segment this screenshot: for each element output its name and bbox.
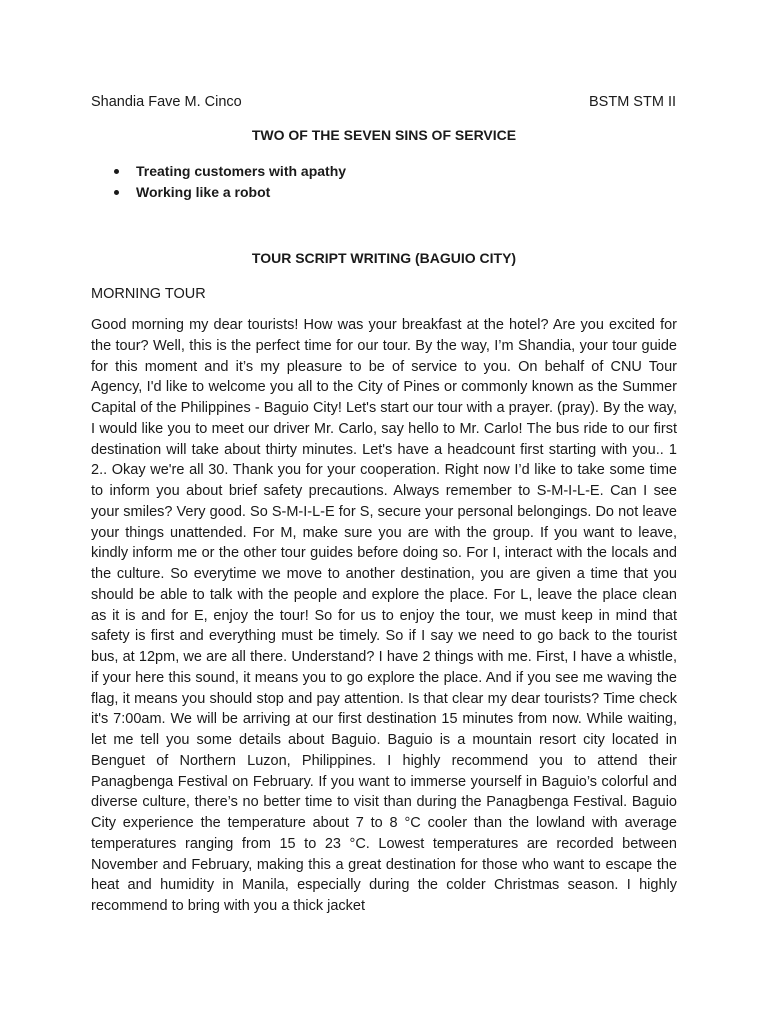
tour-script-body: Good morning my dear tourists! How was your breakfast at the hotel? Are you excited for the tour? Well, this is the perfect time for our tour. By the way, I’m Shandia, your tour guide for this moment and it’s my pleasure to be of service to you. On behalf of CNU Tour Agency, I'd like to welcome you all to the City of Pines or commonly known as the Summer Capital of the Philippines - Baguio City! Let's start our tour with a prayer. (pray). By the way, I would like you to meet our driver Mr. Carlo, say hello to Mr. Carlo! The bus ride to our first destination will take about thirty minutes. Let's have a headcount first starting with you.. 1 2.. Okay we're all 30. Thank you for your cooperation. Right now I’d like to take some time to inform you about brief safety precautions. Always remember to S-M-I-L-E. Can I see your smiles? Very good. So S-M-I-L-E for S, secure your personal belongings. Do not leave your things unattended. For M, make sure you are with the group. If you want to leave, kindly inform me or the other tour guides before doing so. For I, interact with the locals and the culture. So everytime we move to another destination, you are given a time that you should be able to talk with the people and explore the place. For L, leave the place clean as it is and for E, enjoy the tour! So for us to enjoy the tour, we must keep in mind that safety is first and everything must be timely. So if I say we need to go back to the tourist bus, at 12pm, we are all there. Understand? I have 2 things with me. First, I have a whistle, if your here this sound, it means you to go explore the place. And if you see me waving the flag, it means you should stop and pay attention. Is that clear my dear tourists? Time check it's 7:00am. We will be arriving at our first destination 15 minutes from now. While waiting, let me tell you some details about Baguio. Baguio is a mountain resort city located in Benguet of Northern Luzon, Philippines. I highly recommend you to attend their Panagbenga Festival on February. If you want to immerse yourself in Baguio’s colorful and diverse culture, there’s no better time to visit than during the Panagbenga Festival. Baguio City experience the temperature about 7 to 8 °C cooler than the lowland with average temperatures ranging from 15 to 23 °C. Lowest temperatures are recorded between November and February, making this a great destination for those who want to escape the heat and humidity in Manila, especially during the colder Christmas season. I highly recommend to bring with you a thick jacket	[91, 317, 677, 914]
document-header	[91, 93, 676, 111]
author-name: Shandia Fave M. Cinco	[91, 94, 242, 110]
list-item: Working like a robot	[112, 182, 346, 203]
tour-script-title: TOUR SCRIPT WRITING (BAGUIO CITY)	[251, 250, 517, 266]
sins-list	[112, 161, 346, 203]
course-label: BSTM STM II	[589, 94, 676, 110]
section-heading: MORNING TOUR	[91, 286, 206, 302]
list-item: Treating customers with apathy	[112, 161, 346, 182]
sins-title: TWO OF THE SEVEN SINS OF SERVICE	[251, 127, 517, 143]
